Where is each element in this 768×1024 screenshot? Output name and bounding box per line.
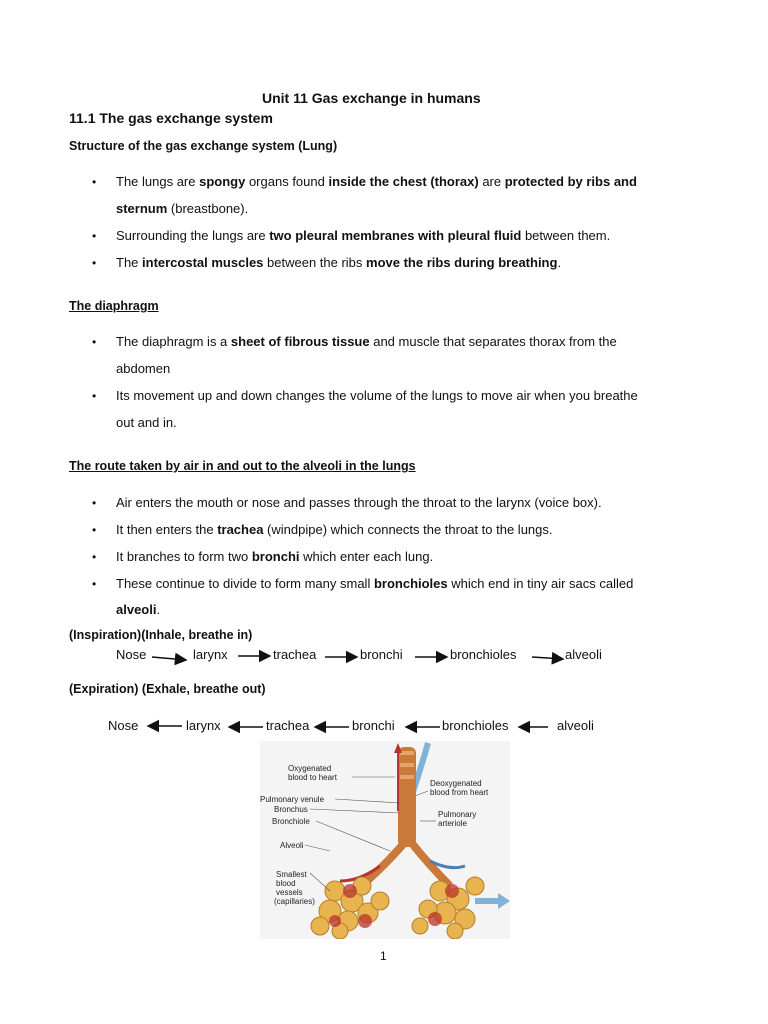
bullet-dot: • (92, 389, 97, 403)
label-pulmonary-venule: Pulmonary venule (260, 795, 325, 804)
route-bullet-3: It branches to form two bronchi which enter each lung. (116, 549, 434, 564)
label-blood-from-heart: blood from heart (430, 788, 489, 797)
page-title: Unit 11 Gas exchange in humans (262, 90, 481, 106)
structure-bullet-1-cont: sternum (breastbone). (116, 201, 249, 216)
label-oxygenated: Oxygenated (288, 764, 332, 773)
bullet-dot: • (92, 229, 97, 243)
bronchus-tube (398, 747, 416, 847)
label-vessels: vessels (276, 888, 303, 897)
route-bullet-2: It then enters the trachea (windpipe) which connects the throat to the lungs. (116, 522, 553, 537)
bullet-dot: • (92, 175, 97, 189)
arrow-icon (152, 657, 186, 660)
structure-bullet-3: The intercostal muscles between the ribs move the ribs during breathing. (116, 255, 562, 270)
route-heading: The route taken by air in and out to the alveoli in the lungs (69, 459, 416, 473)
bullet-dot: • (92, 335, 97, 349)
section-heading: 11.1 The gas exchange system (69, 110, 273, 126)
label-blood: blood (276, 879, 296, 888)
exp-bronchi: bronchi (352, 718, 395, 733)
structure-bullet-1: The lungs are spongy organs found inside the chest (thorax) are protected by ribs and (116, 174, 637, 189)
route-bullet-4: These continue to divide to form many small bronchioles which end in tiny air sacs called (116, 576, 634, 591)
structure-heading: Structure of the gas exchange system (Lung) (69, 139, 338, 153)
label-capillaries: (capillaries) (274, 897, 315, 906)
route-bullet-4-cont: alveoli. (116, 602, 161, 617)
diaphragm-bullet-2: Its movement up and down changes the volume of the lungs to move air when you breathe (116, 388, 638, 403)
label-deoxygenated: Deoxygenated (430, 779, 482, 788)
page-number: 1 (380, 949, 387, 963)
diaphragm-heading: The diaphragm (69, 299, 159, 313)
diaphragm-bullet-1: The diaphragm is a sheet of fibrous tissue and muscle that separates thorax from the (116, 334, 617, 349)
bullet-dot: • (92, 550, 97, 564)
bullet-dot: • (92, 577, 97, 591)
structure-bullet-2: Surrounding the lungs are two pleural membranes with pleural fluid between them. (116, 228, 611, 243)
bullet-dot: • (92, 496, 97, 510)
label-arteriole: arteriole (438, 819, 467, 828)
insp-nose: Nose (116, 647, 147, 662)
label-bronchiole: Bronchiole (272, 817, 310, 826)
label-blood-to-heart: blood to heart (288, 773, 337, 782)
diaphragm-bullet-2-cont: out and in. (116, 415, 177, 430)
insp-bronchi: bronchi (360, 647, 403, 662)
expiration-heading: (Expiration) (Exhale, breathe out) (69, 682, 266, 696)
insp-bronchioles: bronchioles (450, 647, 517, 662)
bullet-dot: • (92, 256, 97, 270)
arrow-icon (532, 657, 563, 659)
exp-larynx: larynx (186, 718, 221, 733)
label-pulmonary: Pulmonary (438, 810, 477, 819)
alveoli-diagram (260, 741, 510, 939)
inspiration-heading: (Inspiration)(Inhale, breathe in) (69, 628, 253, 642)
exp-bronchioles: bronchioles (442, 718, 509, 733)
exp-trachea: trachea (266, 718, 310, 733)
exp-alveoli: alveoli (557, 718, 594, 733)
insp-alveoli: alveoli (565, 647, 602, 662)
exp-nose: Nose (108, 718, 139, 733)
label-bronchus: Bronchus (274, 805, 308, 814)
label-smallest: Smallest (276, 870, 307, 879)
diaphragm-bullet-1-cont: abdomen (116, 361, 171, 376)
bullet-dot: • (92, 523, 97, 537)
insp-larynx: larynx (193, 647, 228, 662)
label-alveoli: Alveoli (280, 841, 304, 850)
route-bullet-1: Air enters the mouth or nose and passes through the throat to the larynx (voice box). (116, 495, 602, 510)
insp-trachea: trachea (273, 647, 317, 662)
